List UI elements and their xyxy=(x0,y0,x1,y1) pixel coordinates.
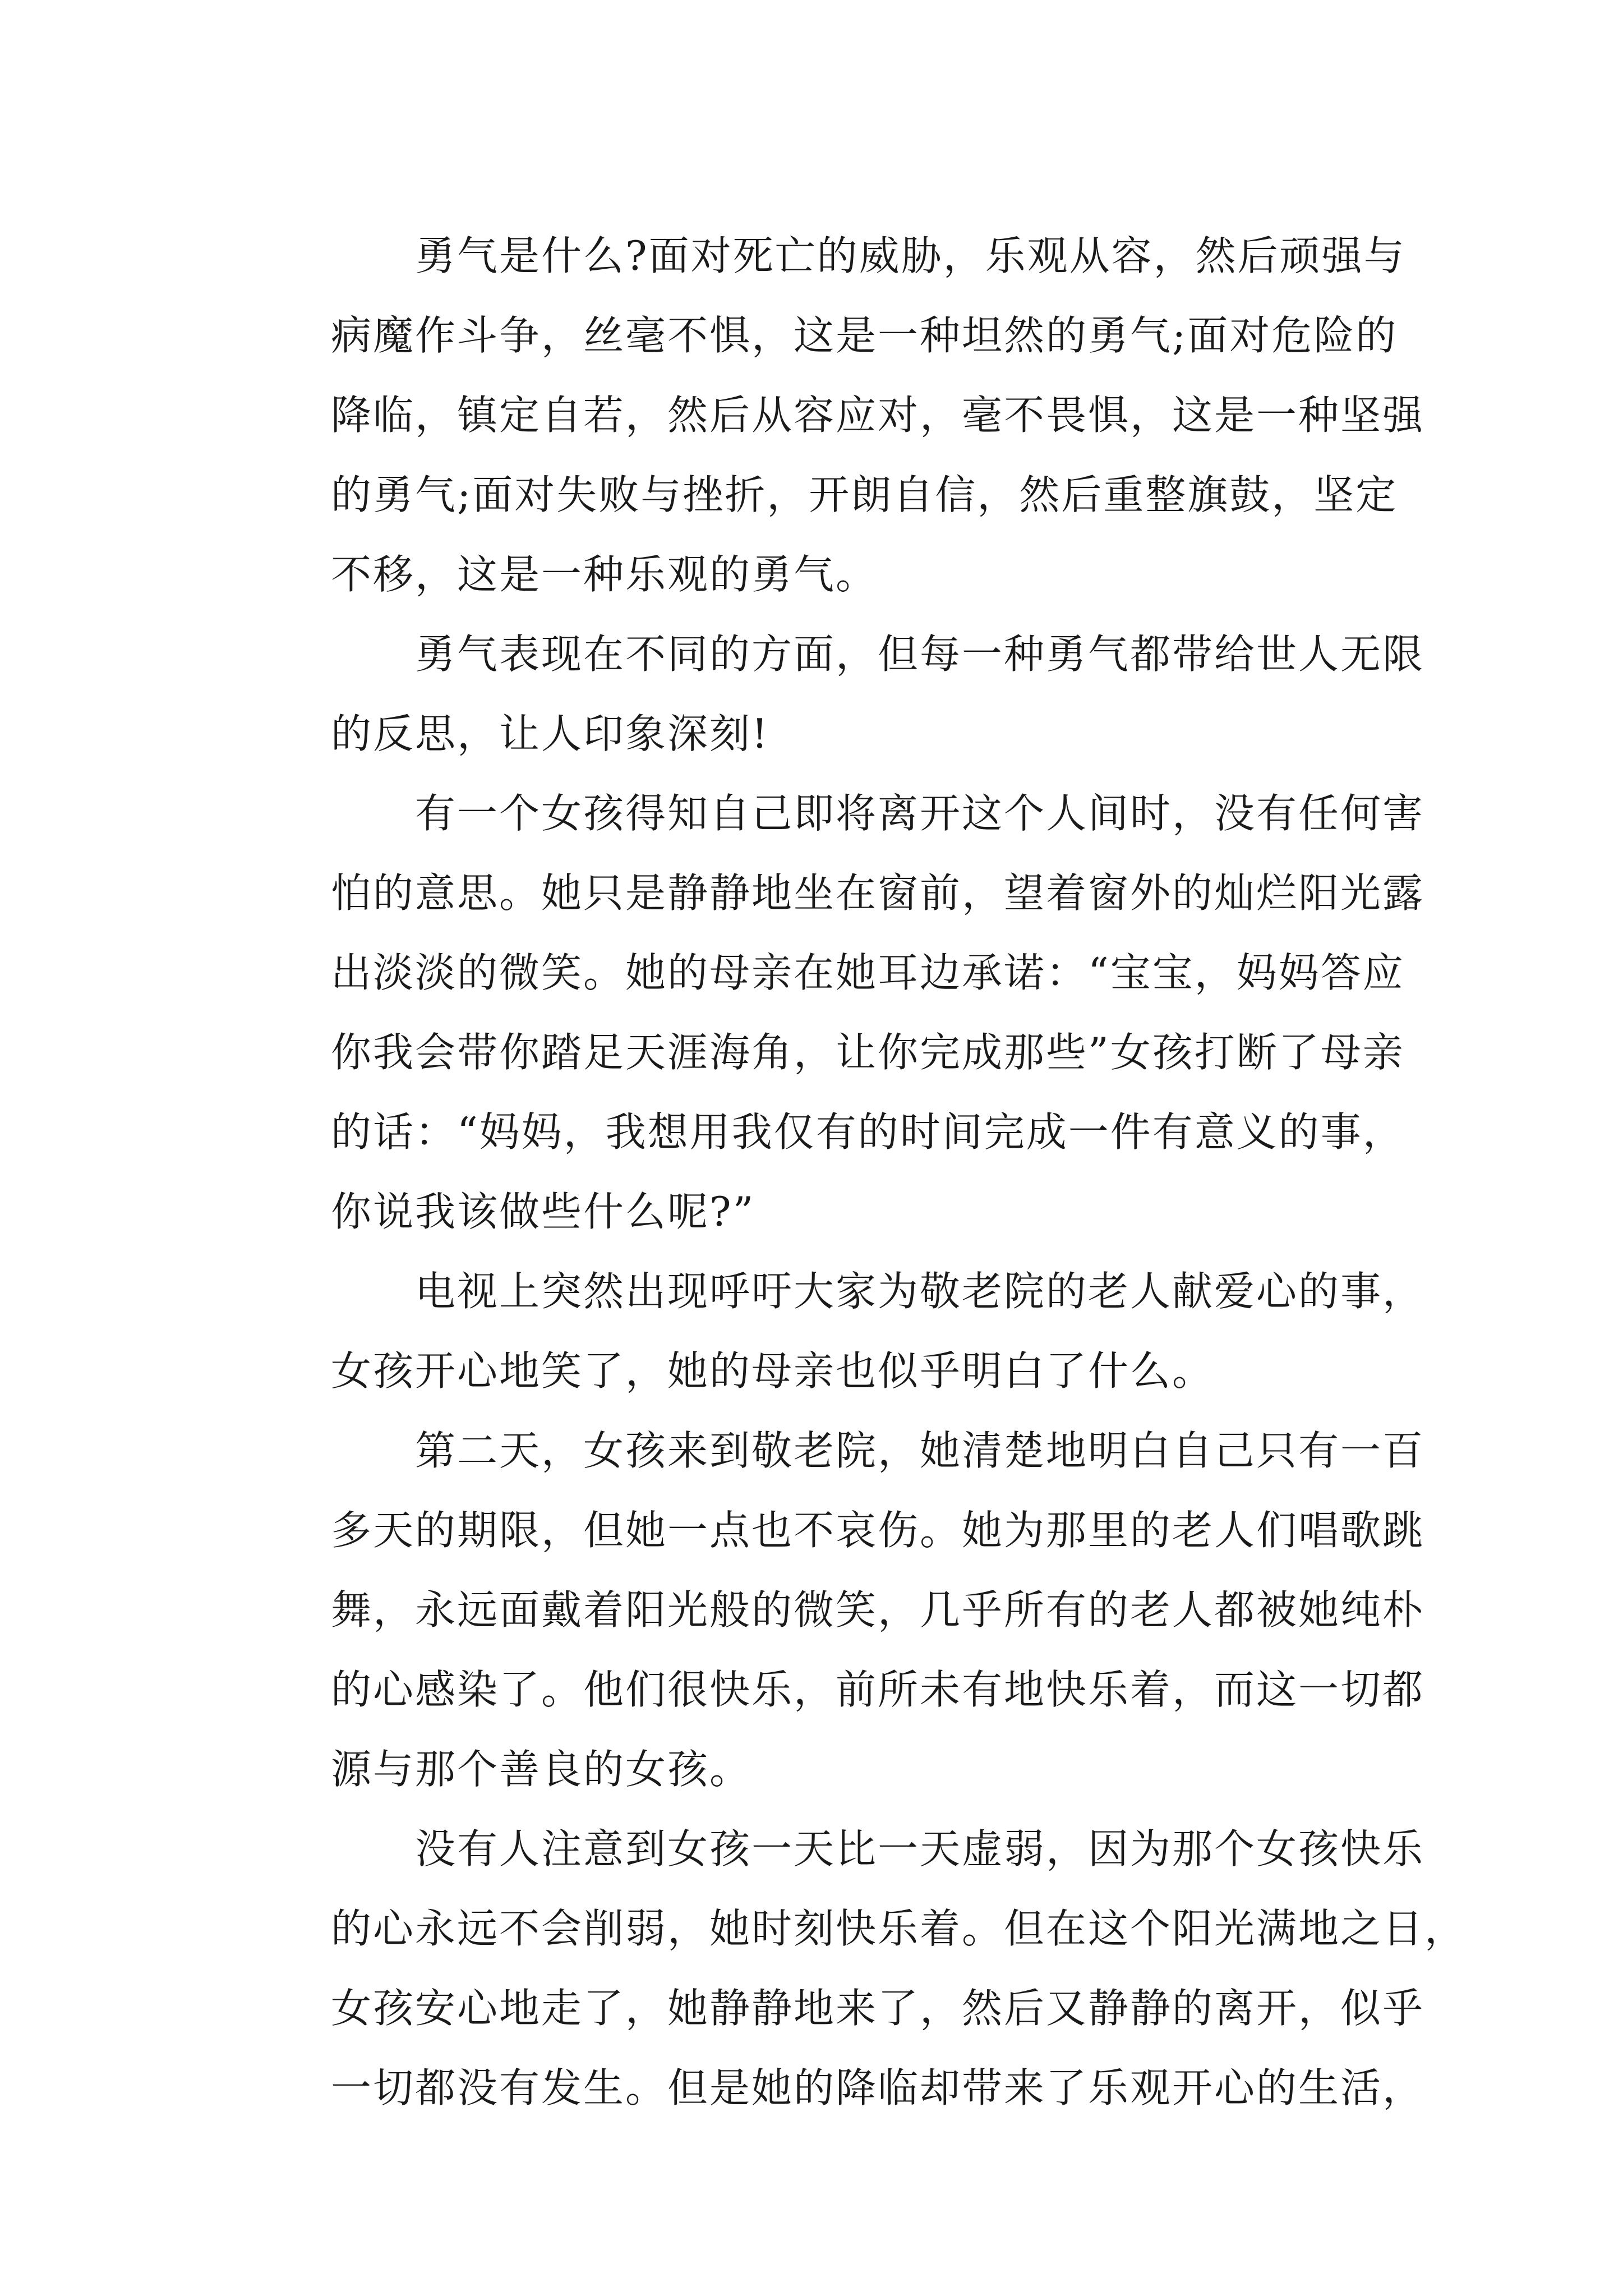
text-line: 不移，这是一种乐观的勇气。 xyxy=(331,551,878,598)
text-line: 的心感染了。他们很快乐，前所未有地快乐着，而这一切都 xyxy=(331,1666,1425,1713)
text-line: 勇气表现在不同的方面，但每一种勇气都带给世人无限 xyxy=(415,631,1425,678)
text-line: 你说我该做些什么呢?” xyxy=(331,1188,755,1235)
paragraph-1 xyxy=(247,216,1425,614)
text-line: 源与那个善良的女孩。 xyxy=(331,1746,752,1793)
text-line: 舞，永远面戴着阳光般的微笑，几乎所有的老人都被她纯朴 xyxy=(331,1586,1425,1634)
text-line: 多天的期限，但她一点也不哀伤。她为那里的老人们唱歌跳 xyxy=(331,1507,1425,1554)
text-line: 第二天，女孩来到敬老院，她清楚地明白自己只有一百 xyxy=(415,1427,1425,1474)
text-line: 降临，镇定自若，然后从容应对，毫不畏惧，这是一种坚强 xyxy=(331,392,1425,439)
text-line: 你我会带你踏足天涯海角，让你完成那些”女孩打断了母亲 xyxy=(331,1029,1405,1076)
text-line: 的勇气;面对失败与挫折，开朗自信，然后重整旗鼓，坚定 xyxy=(331,471,1398,518)
paragraph-3 xyxy=(247,774,1425,1251)
text-line: 有一个女孩得知自己即将离开这个人间时，没有任何害 xyxy=(415,790,1425,837)
text-line: 女孩开心地笑了，她的母亲也似乎明白了什么。 xyxy=(331,1347,1215,1395)
text-line: 没有人注意到女孩一天比一天虚弱，因为那个女孩快乐 xyxy=(415,1825,1425,1872)
text-line: 勇气是什么?面对死亡的威胁，乐观从容，然后顽强与 xyxy=(415,232,1406,279)
text-line: 电视上突然出现呼吁大家为敬老院的老人献爱心的事， xyxy=(415,1268,1425,1315)
text-line: 女孩安心地走了，她静静地来了，然后又静静的离开，似乎 xyxy=(331,1985,1425,2032)
paragraph-6 xyxy=(247,1809,1467,2128)
text-line: 出淡淡的微笑。她的母亲在她耳边承诺：“宝宝，妈妈答应 xyxy=(331,949,1405,996)
text-line: 病魔作斗争，丝毫不惧，这是一种坦然的勇气;面对危险的 xyxy=(331,312,1398,359)
paragraph-2 xyxy=(247,614,1425,774)
text-line: 的话：“妈妈，我想用我仅有的时间完成一件有意义的事， xyxy=(331,1108,1405,1156)
text-line: 的反思，让人印象深刻! xyxy=(331,710,769,757)
paragraph-5 xyxy=(247,1411,1425,1809)
document-body xyxy=(247,216,1467,2128)
text-line: 怕的意思。她只是静静地坐在窗前，望着窗外的灿烂阳光露 xyxy=(331,869,1425,917)
text-line: 一切都没有发生。但是她的降临却带来了乐观开心的生活， xyxy=(331,2064,1425,2111)
text-line: 的心永远不会削弱，她时刻快乐着。但在这个阳光满地之日， xyxy=(331,1905,1467,1952)
paragraph-4 xyxy=(247,1251,1425,1411)
